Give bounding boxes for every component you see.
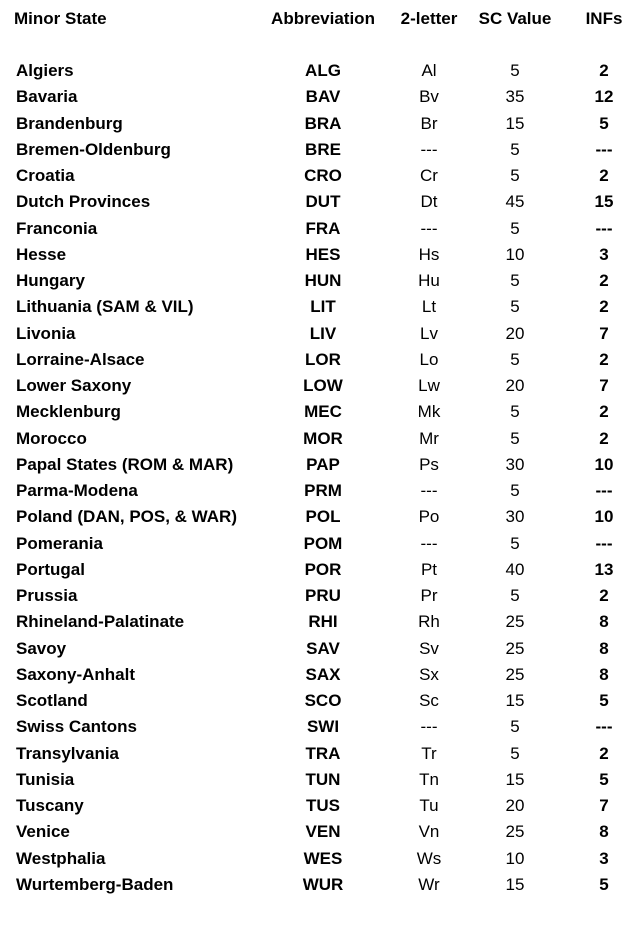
minor-state-name: Livonia bbox=[16, 323, 76, 343]
infs-cell: 5 bbox=[599, 691, 609, 710]
sc-value-cell: 5 bbox=[510, 139, 520, 159]
sc-value-cell: 15 bbox=[505, 113, 525, 133]
infs-cell: 7 bbox=[599, 796, 609, 815]
minor-state-name: Lorraine-Alsace bbox=[16, 349, 145, 369]
minor-state-name: Bavaria bbox=[16, 87, 78, 107]
table-row bbox=[0, 688, 639, 714]
sc-value-cell: 20 bbox=[505, 796, 525, 815]
abbreviation-cell: VEN bbox=[305, 822, 341, 842]
table-row bbox=[0, 714, 639, 740]
abbreviation-cell: FRA bbox=[305, 218, 341, 238]
infs-cell: --- bbox=[595, 717, 613, 737]
table-row bbox=[0, 557, 639, 583]
two-letter-cell: Sv bbox=[419, 638, 439, 658]
two-letter-cell: Mr bbox=[419, 428, 439, 448]
abbreviation-cell: WES bbox=[303, 848, 343, 868]
two-letter-cell: Lt bbox=[421, 297, 437, 317]
two-letter-cell: Pr bbox=[420, 586, 438, 605]
sc-value-cell: 15 bbox=[505, 769, 525, 789]
abbreviation-cell: LOR bbox=[305, 349, 341, 369]
abbreviation-cell: BRA bbox=[304, 113, 342, 133]
infs-cell: 2 bbox=[599, 743, 609, 763]
abbreviation-cell: HUN bbox=[304, 271, 342, 290]
minor-state-name: Pomerania bbox=[16, 533, 103, 553]
two-letter-cell: Wr bbox=[418, 874, 440, 894]
minor-state-name: Transylvania bbox=[16, 743, 120, 763]
sc-value-cell: 5 bbox=[510, 166, 520, 185]
infs-cell: 7 bbox=[599, 376, 609, 395]
two-letter-cell: Lv bbox=[420, 323, 438, 343]
header-minor-state: Minor State bbox=[14, 9, 107, 28]
two-letter-cell: Mk bbox=[417, 402, 441, 422]
minor-state-name: Dutch Provinces bbox=[16, 192, 151, 212]
two-letter-cell: Tn bbox=[419, 769, 439, 789]
infs-cell: 13 bbox=[594, 559, 614, 579]
table-row bbox=[0, 242, 639, 268]
minor-state-name: Lithuania (SAM & VIL) bbox=[16, 297, 194, 317]
infs-cell: 8 bbox=[599, 664, 609, 684]
two-letter-cell: Lw bbox=[418, 376, 440, 395]
table-row bbox=[0, 452, 639, 478]
infs-cell: 2 bbox=[599, 297, 609, 317]
minor-state-name: Franconia bbox=[16, 218, 98, 238]
sc-value-cell: 5 bbox=[510, 271, 520, 290]
minor-state-name: Bremen-Oldenburg bbox=[16, 139, 171, 159]
minor-state-name: Saxony-Anhalt bbox=[16, 664, 136, 684]
two-letter-cell: --- bbox=[420, 481, 438, 500]
two-letter-cell: Cr bbox=[420, 166, 438, 185]
two-letter-cell: Ps bbox=[419, 454, 439, 474]
two-letter-cell: --- bbox=[420, 218, 438, 238]
minor-state-name: Croatia bbox=[16, 166, 75, 185]
minor-state-name: Parma-Modena bbox=[16, 481, 138, 500]
table-row bbox=[0, 504, 639, 530]
infs-cell: 5 bbox=[599, 769, 609, 789]
abbreviation-cell: LOW bbox=[303, 376, 343, 395]
two-letter-cell: Br bbox=[420, 113, 438, 133]
minor-state-name: Morocco bbox=[16, 428, 87, 448]
two-letter-cell: Al bbox=[421, 61, 437, 80]
sc-value-cell: 45 bbox=[505, 192, 525, 212]
infs-cell: 2 bbox=[599, 61, 609, 80]
sc-value-cell: 25 bbox=[505, 612, 525, 632]
infs-cell: 2 bbox=[599, 586, 609, 605]
minor-state-name: Venice bbox=[16, 822, 70, 842]
table-row bbox=[0, 583, 639, 609]
abbreviation-cell: CRO bbox=[304, 166, 342, 185]
infs-cell: 5 bbox=[599, 874, 609, 894]
two-letter-cell: Tr bbox=[421, 743, 437, 763]
minor-state-name: Tuscany bbox=[16, 796, 84, 815]
header-two-letter: 2-letter bbox=[400, 9, 458, 28]
minor-state-name: Hungary bbox=[16, 271, 85, 290]
two-letter-cell: Po bbox=[418, 507, 440, 527]
sc-value-cell: 5 bbox=[510, 717, 520, 737]
infs-cell: 15 bbox=[594, 192, 614, 212]
minor-state-name: Poland (DAN, POS, & WAR) bbox=[16, 507, 237, 527]
infs-cell: 2 bbox=[599, 271, 609, 290]
minor-state-name: Savoy bbox=[16, 638, 67, 658]
abbreviation-cell: MEC bbox=[304, 402, 342, 422]
abbreviation-cell: SCO bbox=[304, 691, 342, 710]
minor-state-name: Tunisia bbox=[16, 769, 75, 789]
minor-state-name: Algiers bbox=[16, 61, 74, 80]
table-row bbox=[0, 111, 639, 137]
two-letter-cell: Vn bbox=[418, 822, 440, 842]
abbreviation-cell: SWI bbox=[306, 717, 340, 737]
header-abbreviation: Abbreviation bbox=[271, 9, 375, 28]
table-row bbox=[0, 163, 639, 189]
abbreviation-cell: POL bbox=[305, 507, 341, 527]
infs-cell: 10 bbox=[594, 507, 614, 527]
two-letter-cell: Hu bbox=[418, 271, 440, 290]
two-letter-cell: Sc bbox=[419, 691, 439, 710]
two-letter-cell: Rh bbox=[418, 612, 440, 632]
minor-state-name: Lower Saxony bbox=[16, 376, 132, 395]
table-row bbox=[0, 294, 639, 320]
sc-value-cell: 15 bbox=[505, 691, 525, 710]
sc-value-cell: 5 bbox=[510, 297, 520, 317]
sc-value-cell: 5 bbox=[510, 481, 520, 500]
sc-value-cell: 15 bbox=[505, 874, 525, 894]
table-row bbox=[0, 872, 639, 898]
sc-value-cell: 5 bbox=[510, 586, 520, 605]
abbreviation-cell: BAV bbox=[305, 87, 341, 107]
table-row bbox=[0, 741, 639, 767]
abbreviation-cell: PRU bbox=[305, 586, 341, 605]
table-row bbox=[0, 216, 639, 242]
abbreviation-cell: PAP bbox=[306, 454, 340, 474]
table-row bbox=[0, 662, 639, 688]
abbreviation-cell: TRA bbox=[305, 743, 341, 763]
sc-value-cell: 10 bbox=[505, 848, 525, 868]
infs-cell: --- bbox=[595, 533, 613, 553]
sc-value-cell: 20 bbox=[505, 323, 525, 343]
table-row bbox=[0, 58, 639, 84]
infs-cell: 12 bbox=[594, 87, 614, 107]
two-letter-cell: Lo bbox=[419, 349, 439, 369]
infs-cell: --- bbox=[595, 218, 613, 238]
header-infs: INFs bbox=[585, 9, 623, 28]
table-row bbox=[0, 399, 639, 425]
table-row bbox=[0, 137, 639, 163]
infs-cell: 8 bbox=[599, 612, 609, 632]
infs-cell: 5 bbox=[599, 113, 609, 133]
minor-state-name: Westphalia bbox=[16, 848, 106, 868]
minor-state-name: Papal States (ROM & MAR) bbox=[16, 454, 234, 474]
sc-value-cell: 40 bbox=[505, 559, 525, 579]
abbreviation-cell: WUR bbox=[302, 874, 344, 894]
sc-value-cell: 30 bbox=[505, 507, 525, 527]
infs-cell: 2 bbox=[599, 349, 609, 369]
abbreviation-cell: BRE bbox=[305, 139, 341, 159]
minor-state-name: Hesse bbox=[16, 244, 67, 264]
minor-state-name: Mecklenburg bbox=[16, 402, 121, 422]
sc-value-cell: 10 bbox=[505, 244, 525, 264]
table-row bbox=[0, 426, 639, 452]
table-row bbox=[0, 636, 639, 662]
infs-cell: 2 bbox=[599, 428, 609, 448]
table-row bbox=[0, 373, 639, 399]
two-letter-cell: Bv bbox=[419, 87, 439, 107]
two-letter-cell: --- bbox=[420, 533, 438, 553]
minor-state-name: Rhineland-Palatinate bbox=[16, 612, 185, 632]
two-letter-cell: --- bbox=[420, 139, 438, 159]
abbreviation-cell: LIV bbox=[309, 323, 337, 343]
two-letter-cell: Tu bbox=[419, 796, 439, 815]
sc-value-cell: 5 bbox=[510, 61, 520, 80]
minor-state-name: Brandenburg bbox=[16, 113, 123, 133]
infs-cell: 3 bbox=[599, 244, 609, 264]
two-letter-cell: Dt bbox=[420, 192, 438, 212]
table-row bbox=[0, 531, 639, 557]
two-letter-cell: Pt bbox=[420, 559, 438, 579]
abbreviation-cell: TUS bbox=[306, 796, 340, 815]
table-row bbox=[0, 819, 639, 845]
sc-value-cell: 5 bbox=[510, 533, 520, 553]
table-row bbox=[0, 84, 639, 110]
infs-cell: 8 bbox=[599, 822, 609, 842]
sc-value-cell: 5 bbox=[510, 743, 520, 763]
two-letter-cell: Sx bbox=[419, 664, 439, 684]
infs-cell: --- bbox=[595, 481, 613, 500]
sc-value-cell: 35 bbox=[505, 87, 525, 107]
table-row bbox=[0, 767, 639, 793]
infs-cell: 3 bbox=[599, 848, 609, 868]
abbreviation-cell: POM bbox=[303, 533, 343, 553]
minor-state-name: Scotland bbox=[16, 691, 88, 710]
infs-cell: 2 bbox=[599, 402, 609, 422]
abbreviation-cell: HES bbox=[305, 244, 341, 264]
two-letter-cell: Hs bbox=[418, 244, 440, 264]
infs-cell: 2 bbox=[599, 166, 609, 185]
sc-value-cell: 5 bbox=[510, 428, 520, 448]
infs-cell: 7 bbox=[599, 323, 609, 343]
table-row bbox=[0, 321, 639, 347]
abbreviation-cell: LIT bbox=[310, 297, 336, 317]
abbreviation-cell: POR bbox=[304, 559, 342, 579]
abbreviation-cell: SAX bbox=[305, 664, 341, 684]
two-letter-cell: --- bbox=[420, 717, 438, 737]
sc-value-cell: 25 bbox=[505, 822, 525, 842]
sc-value-cell: 5 bbox=[510, 349, 520, 369]
sc-value-cell: 5 bbox=[510, 402, 520, 422]
abbreviation-cell: DUT bbox=[305, 192, 341, 212]
infs-cell: 8 bbox=[599, 638, 609, 658]
minor-state-name: Swiss Cantons bbox=[16, 717, 137, 737]
abbreviation-cell: TUN bbox=[305, 769, 341, 789]
table-row bbox=[0, 846, 639, 872]
table-header-row bbox=[0, 6, 639, 32]
minor-state-name: Wurtemberg-Baden bbox=[16, 874, 174, 894]
table-row bbox=[0, 609, 639, 635]
abbreviation-cell: PRM bbox=[304, 481, 342, 500]
header-sc-value: SC Value bbox=[478, 9, 552, 28]
infs-cell: --- bbox=[595, 139, 613, 159]
minor-state-name: Portugal bbox=[16, 559, 85, 579]
abbreviation-cell: MOR bbox=[303, 428, 343, 448]
infs-cell: 10 bbox=[594, 454, 614, 474]
sc-value-cell: 25 bbox=[505, 638, 525, 658]
sc-value-cell: 30 bbox=[505, 454, 525, 474]
table-row bbox=[0, 793, 639, 819]
table-row bbox=[0, 268, 639, 294]
table-row bbox=[0, 189, 639, 215]
abbreviation-cell: SAV bbox=[306, 638, 340, 658]
two-letter-cell: Ws bbox=[416, 848, 442, 868]
abbreviation-cell: RHI bbox=[308, 612, 338, 632]
sc-value-cell: 25 bbox=[505, 664, 525, 684]
minor-state-name: Prussia bbox=[16, 586, 78, 605]
sc-value-cell: 5 bbox=[510, 218, 520, 238]
sc-value-cell: 20 bbox=[505, 376, 525, 395]
table-row bbox=[0, 347, 639, 373]
table-row bbox=[0, 478, 639, 504]
abbreviation-cell: ALG bbox=[305, 61, 341, 80]
